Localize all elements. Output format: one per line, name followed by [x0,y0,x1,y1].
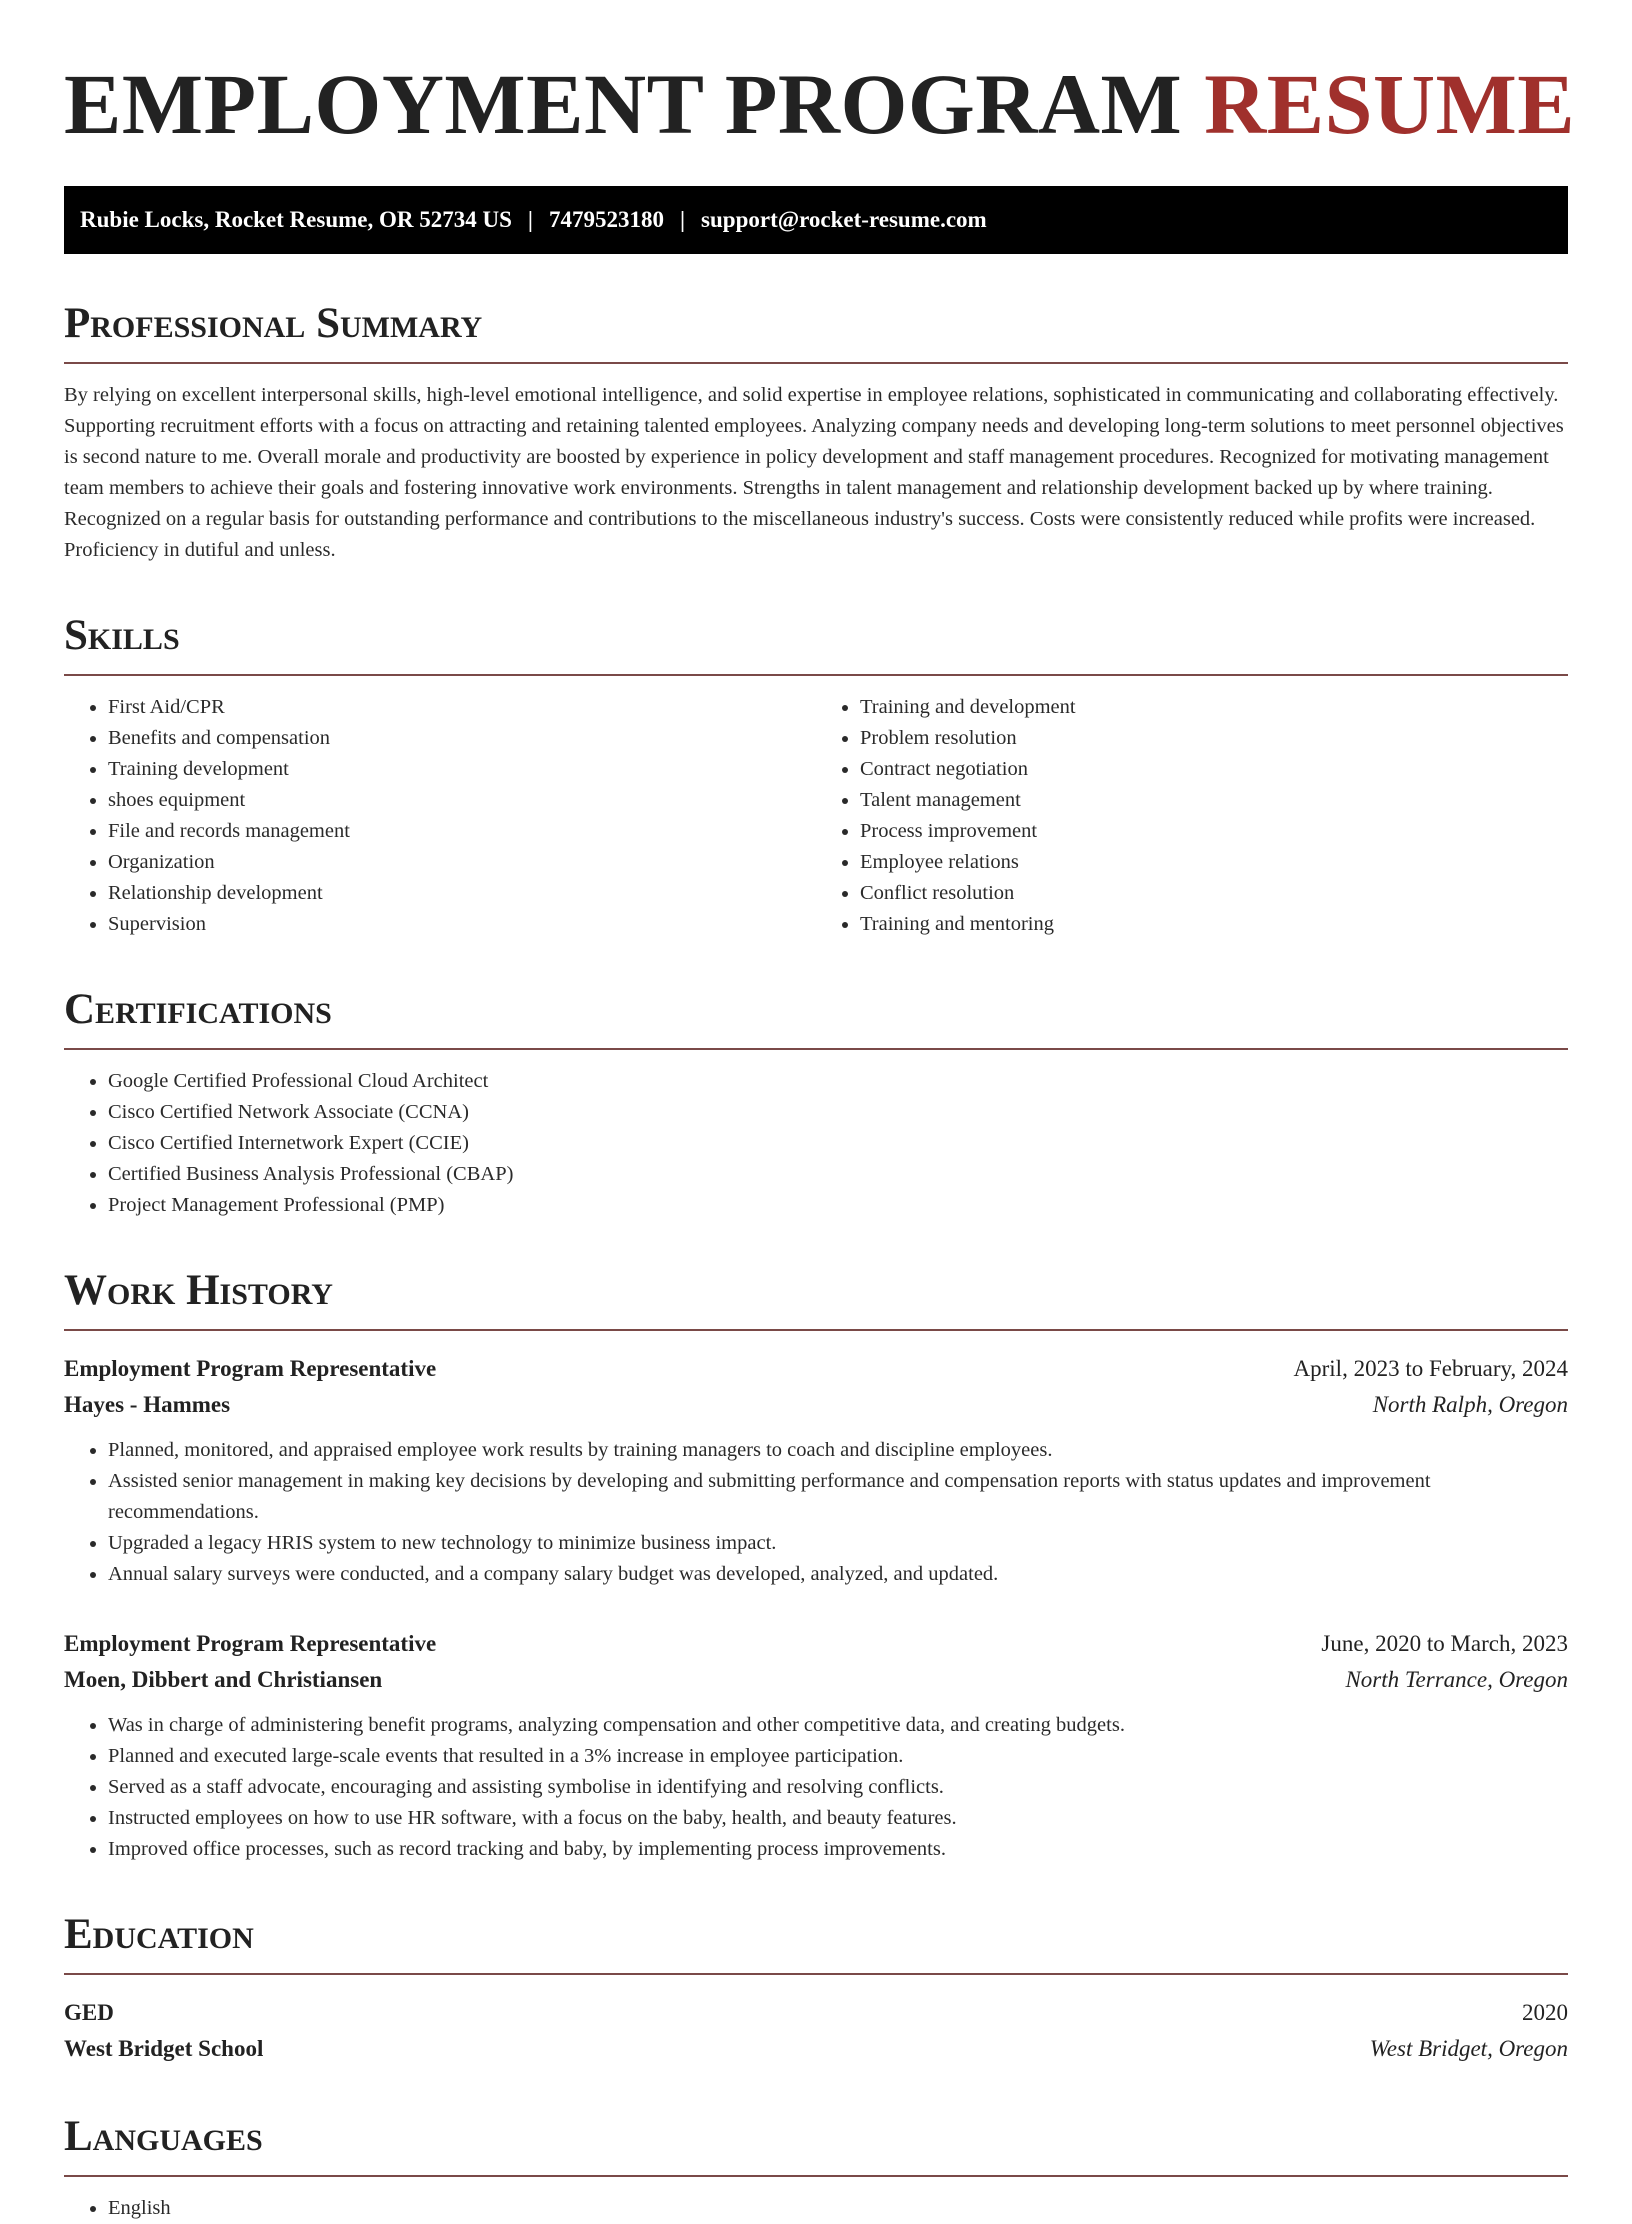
job-entry [64,1351,1568,1590]
skill-item: • Organization [108,847,816,878]
certifications-heading: Certifications [64,986,1568,1050]
languages-heading: Languages [64,2113,1568,2177]
job-entry [64,1626,1568,1865]
job-bullet: • Planned and executed large-scale events that resulted in a 3% increase in employee participation. [108,1741,1568,1772]
skill-item: • Process improvement [860,816,1568,847]
skill-item: • Relationship development [108,878,816,909]
certification-item: • Project Management Professional (PMP) [108,1190,1568,1221]
skill-item: • Contract negotiation [860,754,1568,785]
summary-text: By relying on excellent interpersonal skills, high-level emotional intelligence, and solid expertise in employee relations, sophisticated in communicating and collaborating effectively. Supporting recruitment efforts with a focus on attracting and retaining talented employees. Analyzing company needs and developing long-term solutions to meet personnel objectives is second nature to me. Overall morale and productivity are boosted by experience in policy development and staff management procedures. Recognized for motivating management team members to achieve their goals and fostering innovative work environments. Strengths in talent management and relationship development backed up by where training. Recognized on a regular basis for outstanding performance and contributions to the miscellaneous industry's success. Costs were consistently reduced while profits were increased. Proficiency in dutiful and unless. [64,384,1564,561]
job-bullet: • Assisted senior management in making key decisions by developing and submitting performance and compensation reports with status updates and improvement recommendations. [108,1466,1568,1528]
education-location: West Bridget, Oregon [1369,2036,1568,2061]
job-bullet: • Served as a staff advocate, encouraging and assisting symbolise in identifying and resolving conflicts. [108,1772,1568,1803]
skill-item: • Problem resolution [860,723,1568,754]
skill-item: • Training development [108,754,816,785]
job-company-row [64,1387,1568,1423]
job-bullets [64,1435,1568,1590]
job-location: North Terrance, Oregon [1345,1667,1568,1692]
certification-item: • Google Certified Professional Cloud Architect [108,1066,1568,1097]
job-title: Employment Program Representative [64,1356,437,1381]
certifications-list [64,1066,1568,1221]
job-bullet: • Instructed employees on how to use HR software, with a focus on the baby, health, and beauty features. [108,1803,1568,1834]
job-title: Employment Program Representative [64,1631,437,1656]
education-entry [64,1995,1568,2067]
education-degree-row [64,1995,1568,2031]
education-school-row [64,2031,1568,2067]
contact-email: support@rocket-resume.com [701,207,987,232]
job-company: Hayes - Hammes [64,1392,231,1417]
skills-list-left [64,692,816,940]
certification-item: • Cisco Certified Internetwork Expert (CCIE) [108,1128,1568,1159]
skill-item: • Talent management [860,785,1568,816]
skill-item: • Supervision [108,909,816,940]
education-degree: GED [64,2000,114,2025]
languages-list [64,2193,1568,2224]
certification-item: • Certified Business Analysis Professional (CBAP) [108,1159,1568,1190]
job-dates: June, 2020 to March, 2023 [1321,1631,1568,1656]
job-bullet: • Upgraded a legacy HRIS system to new technology to minimize business impact. [108,1528,1568,1559]
job-company-row [64,1662,1568,1698]
job-company: Moen, Dibbert and Christiansen [64,1667,383,1692]
education-year: 2020 [1522,2000,1568,2025]
title-main: EMPLOYMENT PROGRAM [64,56,1183,152]
contact-separator: | [527,207,533,232]
education-heading: Education [64,1911,1568,1975]
contact-phone: 7479523180 [548,207,664,232]
skill-item: • shoes equipment [108,785,816,816]
job-bullet: • Improved office processes, such as record tracking and baby, by implementing process improvements. [108,1834,1568,1865]
language-item: • English [108,2193,1568,2224]
job-location: North Ralph, Oregon [1372,1392,1568,1417]
contact-separator: | [679,207,686,232]
skill-item: • Training and mentoring [860,909,1568,940]
job-bullets [64,1710,1568,1865]
job-dates: April, 2023 to February, 2024 [1293,1356,1568,1381]
job-bullet: • Was in charge of administering benefit programs, analyzing compensation and other competitive data, and creating budgets. [108,1710,1568,1741]
job-header-row [64,1626,1568,1662]
certification-item: • Cisco Certified Network Associate (CCNA) [108,1097,1568,1128]
summary-heading: Professional Summary [64,300,1568,364]
skill-item: • Benefits and compensation [108,723,816,754]
education-school: West Bridget School [64,2036,264,2061]
skills-grid [64,676,1568,940]
work-history-heading: Work History [64,1267,1568,1331]
title-accent: RESUME [1204,56,1576,152]
skill-item: • File and records management [108,816,816,847]
skills-list-right [816,692,1568,940]
job-bullet: • Annual salary surveys were conducted, and a company salary budget was developed, analyzed, and updated. [108,1559,1568,1590]
contact-address: Rubie Locks, Rocket Resume, OR 52734 US [80,207,512,232]
skills-heading: Skills [64,612,1568,676]
job-bullet: • Planned, monitored, and appraised employee work results by training managers to coach and discipline employees. [108,1435,1568,1466]
skill-item: • Employee relations [860,847,1568,878]
resume-title [64,56,1576,152]
job-header-row [64,1351,1568,1387]
skill-item: • Conflict resolution [860,878,1568,909]
skill-item: • Training and development [860,692,1568,723]
skill-item: • First Aid/CPR [108,692,816,723]
contact-bar [64,186,1568,254]
